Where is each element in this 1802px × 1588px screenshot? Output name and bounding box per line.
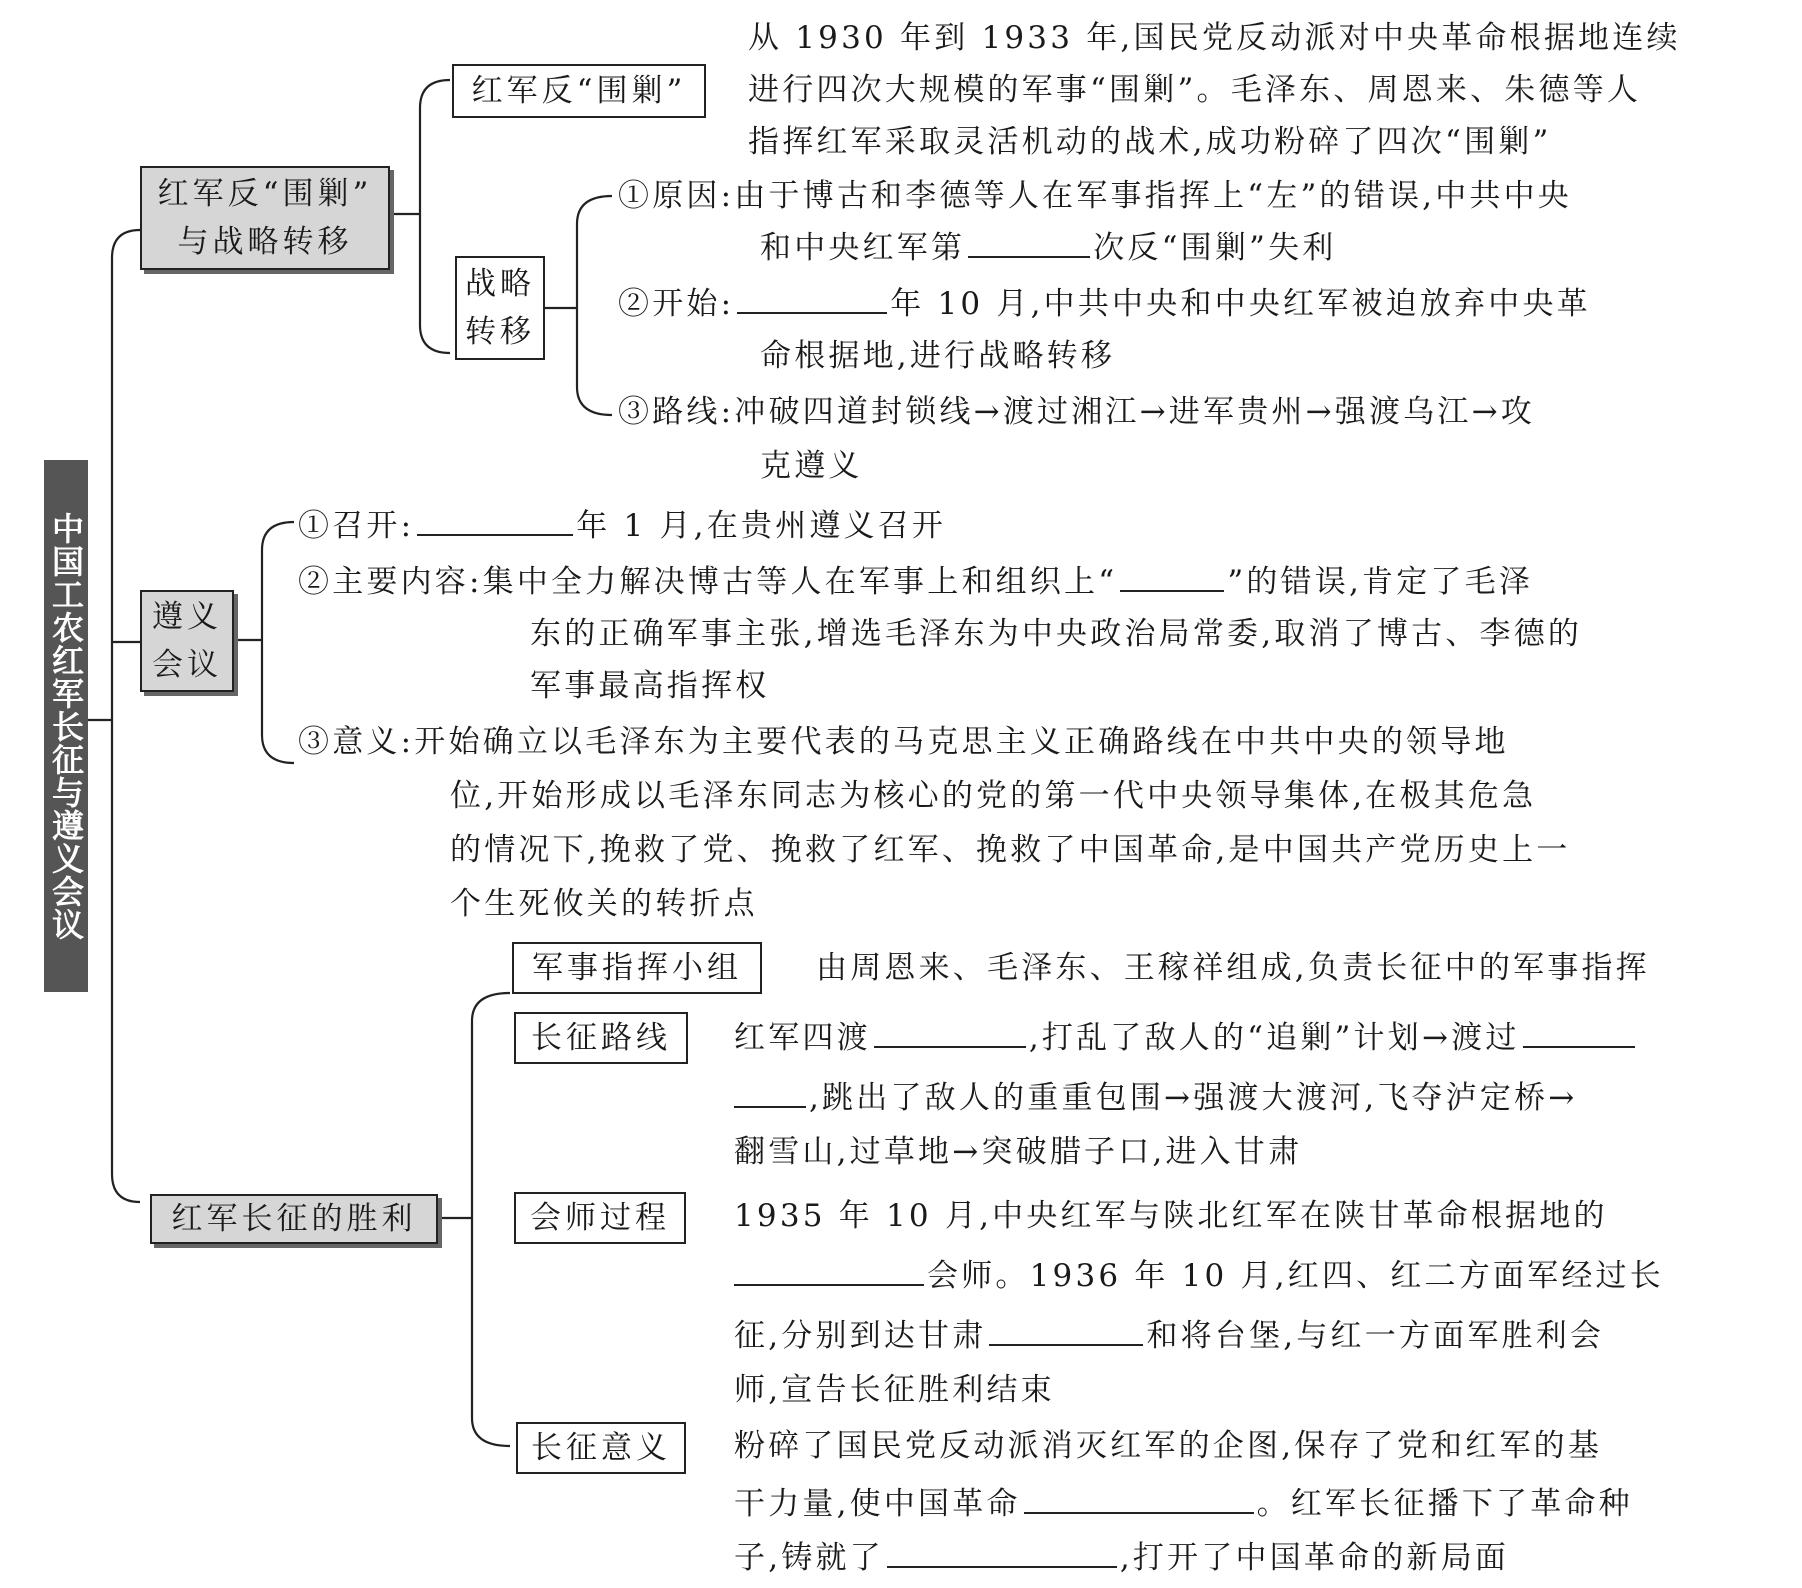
meet-text-d: 和将台堡,与红一方面军胜利会	[1146, 1318, 1605, 1354]
fill-blank[interactable]	[887, 1532, 1117, 1568]
zunyi-meaning-line-1	[298, 716, 1509, 768]
root-node: 中国工农红军长征与遵义会议	[44, 460, 88, 992]
zunyi-held-text: 年 1 月,在贵州遵义召开	[576, 508, 947, 544]
counter-text-line-2: 进行四次大规模的军事“围剿”。毛泽东、周恩来、朱德等人	[748, 72, 1642, 108]
transfer-reason-line-1	[618, 170, 1572, 222]
command-text: 由周恩来、毛泽东、王稼祥组成,负责长征中的军事指挥	[816, 950, 1650, 986]
meet-line-2	[734, 1250, 1664, 1302]
counter-text-line-3: 指挥红军采取灵活机动的战术,成功粉碎了四次“围剿”	[748, 124, 1552, 160]
route-text-b: ,打乱了敌人的“追剿”计划→渡过	[1028, 1020, 1520, 1056]
zunyi-meaning-prefix: ③意义:	[298, 724, 415, 760]
route-text-a: 红军四渡	[734, 1020, 871, 1056]
fill-blank[interactable]	[968, 222, 1090, 258]
transfer-route-prefix: ③路线:	[618, 394, 735, 430]
transfer-start-text: 年 10 月,中共中央和中央红军被迫放弃中央革	[890, 286, 1591, 322]
fill-blank[interactable]	[1024, 1478, 1254, 1514]
connector-transfer-bracket	[577, 196, 612, 415]
significance-line-3	[734, 1532, 1509, 1584]
fill-blank[interactable]	[734, 1072, 806, 1108]
significance-text-d: ,打开了中国革命的新局面	[1119, 1540, 1510, 1576]
route-line-3: 翻雪山,过草地→突破腊子口,进入甘肃	[734, 1134, 1303, 1170]
meet-line-3	[734, 1310, 1604, 1362]
fill-blank[interactable]	[1523, 1012, 1635, 1048]
connector-root-bracket	[112, 230, 140, 1202]
fill-blank[interactable]	[874, 1012, 1026, 1048]
transfer-reason-line-2	[760, 222, 1337, 274]
transfer-reason-text-b: 次反“围剿”失利	[1093, 230, 1337, 266]
fill-blank[interactable]	[989, 1310, 1143, 1346]
node-joining-forces: 会师过程	[514, 1192, 686, 1244]
zunyi-held-line	[298, 500, 946, 552]
meet-text-b: 会师。1936 年 10 月,红四、红二方面军经过长	[927, 1258, 1664, 1294]
route-line-1	[734, 1012, 1638, 1064]
fill-blank[interactable]	[737, 278, 887, 314]
zunyi-held-prefix: ①召开:	[298, 508, 415, 544]
zunyi-label-line-1: 遵义	[152, 599, 222, 635]
counter-text-line-1: 从 1930 年到 1933 年,国民党反动派对中央革命根据地连续	[748, 20, 1681, 56]
zunyi-content-line-1	[298, 556, 1533, 608]
node-military-command-group: 军事指挥小组	[512, 942, 762, 994]
zunyi-meaning-line-2: 位,开始形成以毛泽东同志为核心的党的第一代中央领导集体,在极其危急	[450, 778, 1537, 814]
node-strategic-transfer	[455, 256, 545, 360]
significance-line-2	[734, 1478, 1633, 1530]
transfer-route-text: 冲破四道封锁线→渡过湘江→进军贵州→强渡乌江→攻	[734, 394, 1535, 430]
fill-blank[interactable]	[417, 500, 573, 536]
zunyi-content-line-2: 东的正确军事主张,增选毛泽东为中央政治局常委,取消了博古、李德的	[530, 616, 1583, 652]
node-march-route: 长征路线	[514, 1012, 688, 1064]
transfer-route-line-2: 克遵义	[760, 448, 863, 484]
fill-blank[interactable]	[734, 1250, 924, 1286]
transfer-route-line-1	[618, 386, 1535, 438]
significance-text-b: 。红军长征播下了革命种	[1256, 1486, 1633, 1522]
significance-text-c: 子,铸就了	[734, 1540, 884, 1576]
transfer-label-line-2: 转移	[465, 314, 535, 350]
connector-b2-bracket	[262, 522, 294, 763]
zunyi-content-line-3: 军事最高指挥权	[530, 668, 770, 704]
node-counter-encirclement: 红军反“围剿”	[452, 64, 706, 118]
transfer-start-prefix: ②开始:	[618, 286, 735, 322]
significance-text-a: 干力量,使中国革命	[734, 1486, 1021, 1522]
route-text-c: ,跳出了敌人的重重包围→强渡大渡河,飞夺泸定桥→	[809, 1080, 1578, 1116]
significance-line-1: 粉碎了国民党反动派消灭红军的企图,保存了党和红军的基	[734, 1428, 1603, 1464]
transfer-reason-prefix: ①原因:	[618, 178, 735, 214]
transfer-start-line-2: 命根据地,进行战略转移	[760, 338, 1116, 374]
zunyi-content-text-b: ”的错误,肯定了毛泽	[1227, 564, 1534, 600]
transfer-start-line-1	[618, 278, 1591, 330]
branch-label-line-2: 与战略转移	[177, 224, 353, 260]
zunyi-meaning-line-3: 的情况下,挽救了党、挽救了红军、挽救了中国革命,是中国共产党历史上一	[450, 832, 1571, 868]
connector-b1-bracket	[420, 80, 450, 353]
branch-long-march-victory: 红军长征的胜利	[150, 1194, 438, 1244]
zunyi-meaning-text: 开始确立以毛泽东为主要代表的马克思主义正确路线在中共中央的领导地	[414, 724, 1509, 760]
route-line-2	[734, 1072, 1577, 1124]
zunyi-label-line-2: 会议	[152, 647, 222, 683]
branch-zunyi-conference	[140, 590, 234, 692]
zunyi-content-prefix: ②主要内容:	[298, 564, 483, 600]
transfer-reason-text: 由于博古和李德等人在军事指挥上“左”的错误,中共中央	[734, 178, 1572, 214]
transfer-reason-text-a: 和中央红军第	[760, 230, 966, 266]
transfer-label-line-1: 战略	[465, 266, 535, 302]
zunyi-content-text-a: 集中全力解决博古等人在军事上和组织上“	[482, 564, 1118, 600]
meet-line-1: 1935 年 10 月,中央红军与陕北红军在陕甘革命根据地的	[734, 1198, 1608, 1234]
branch-label-line-1: 红军反“围剿”	[157, 176, 373, 212]
fill-blank[interactable]	[1120, 556, 1224, 592]
connector-b3-bracket	[472, 993, 510, 1446]
meet-text-c: 征,分别到达甘肃	[734, 1318, 987, 1354]
node-march-significance: 长征意义	[516, 1422, 686, 1474]
meet-line-4: 师,宣告长征胜利结束	[734, 1372, 1055, 1408]
zunyi-meaning-line-4: 个生死攸关的转折点	[450, 886, 758, 922]
branch-counter-encirclement-and-transfer	[140, 166, 390, 270]
